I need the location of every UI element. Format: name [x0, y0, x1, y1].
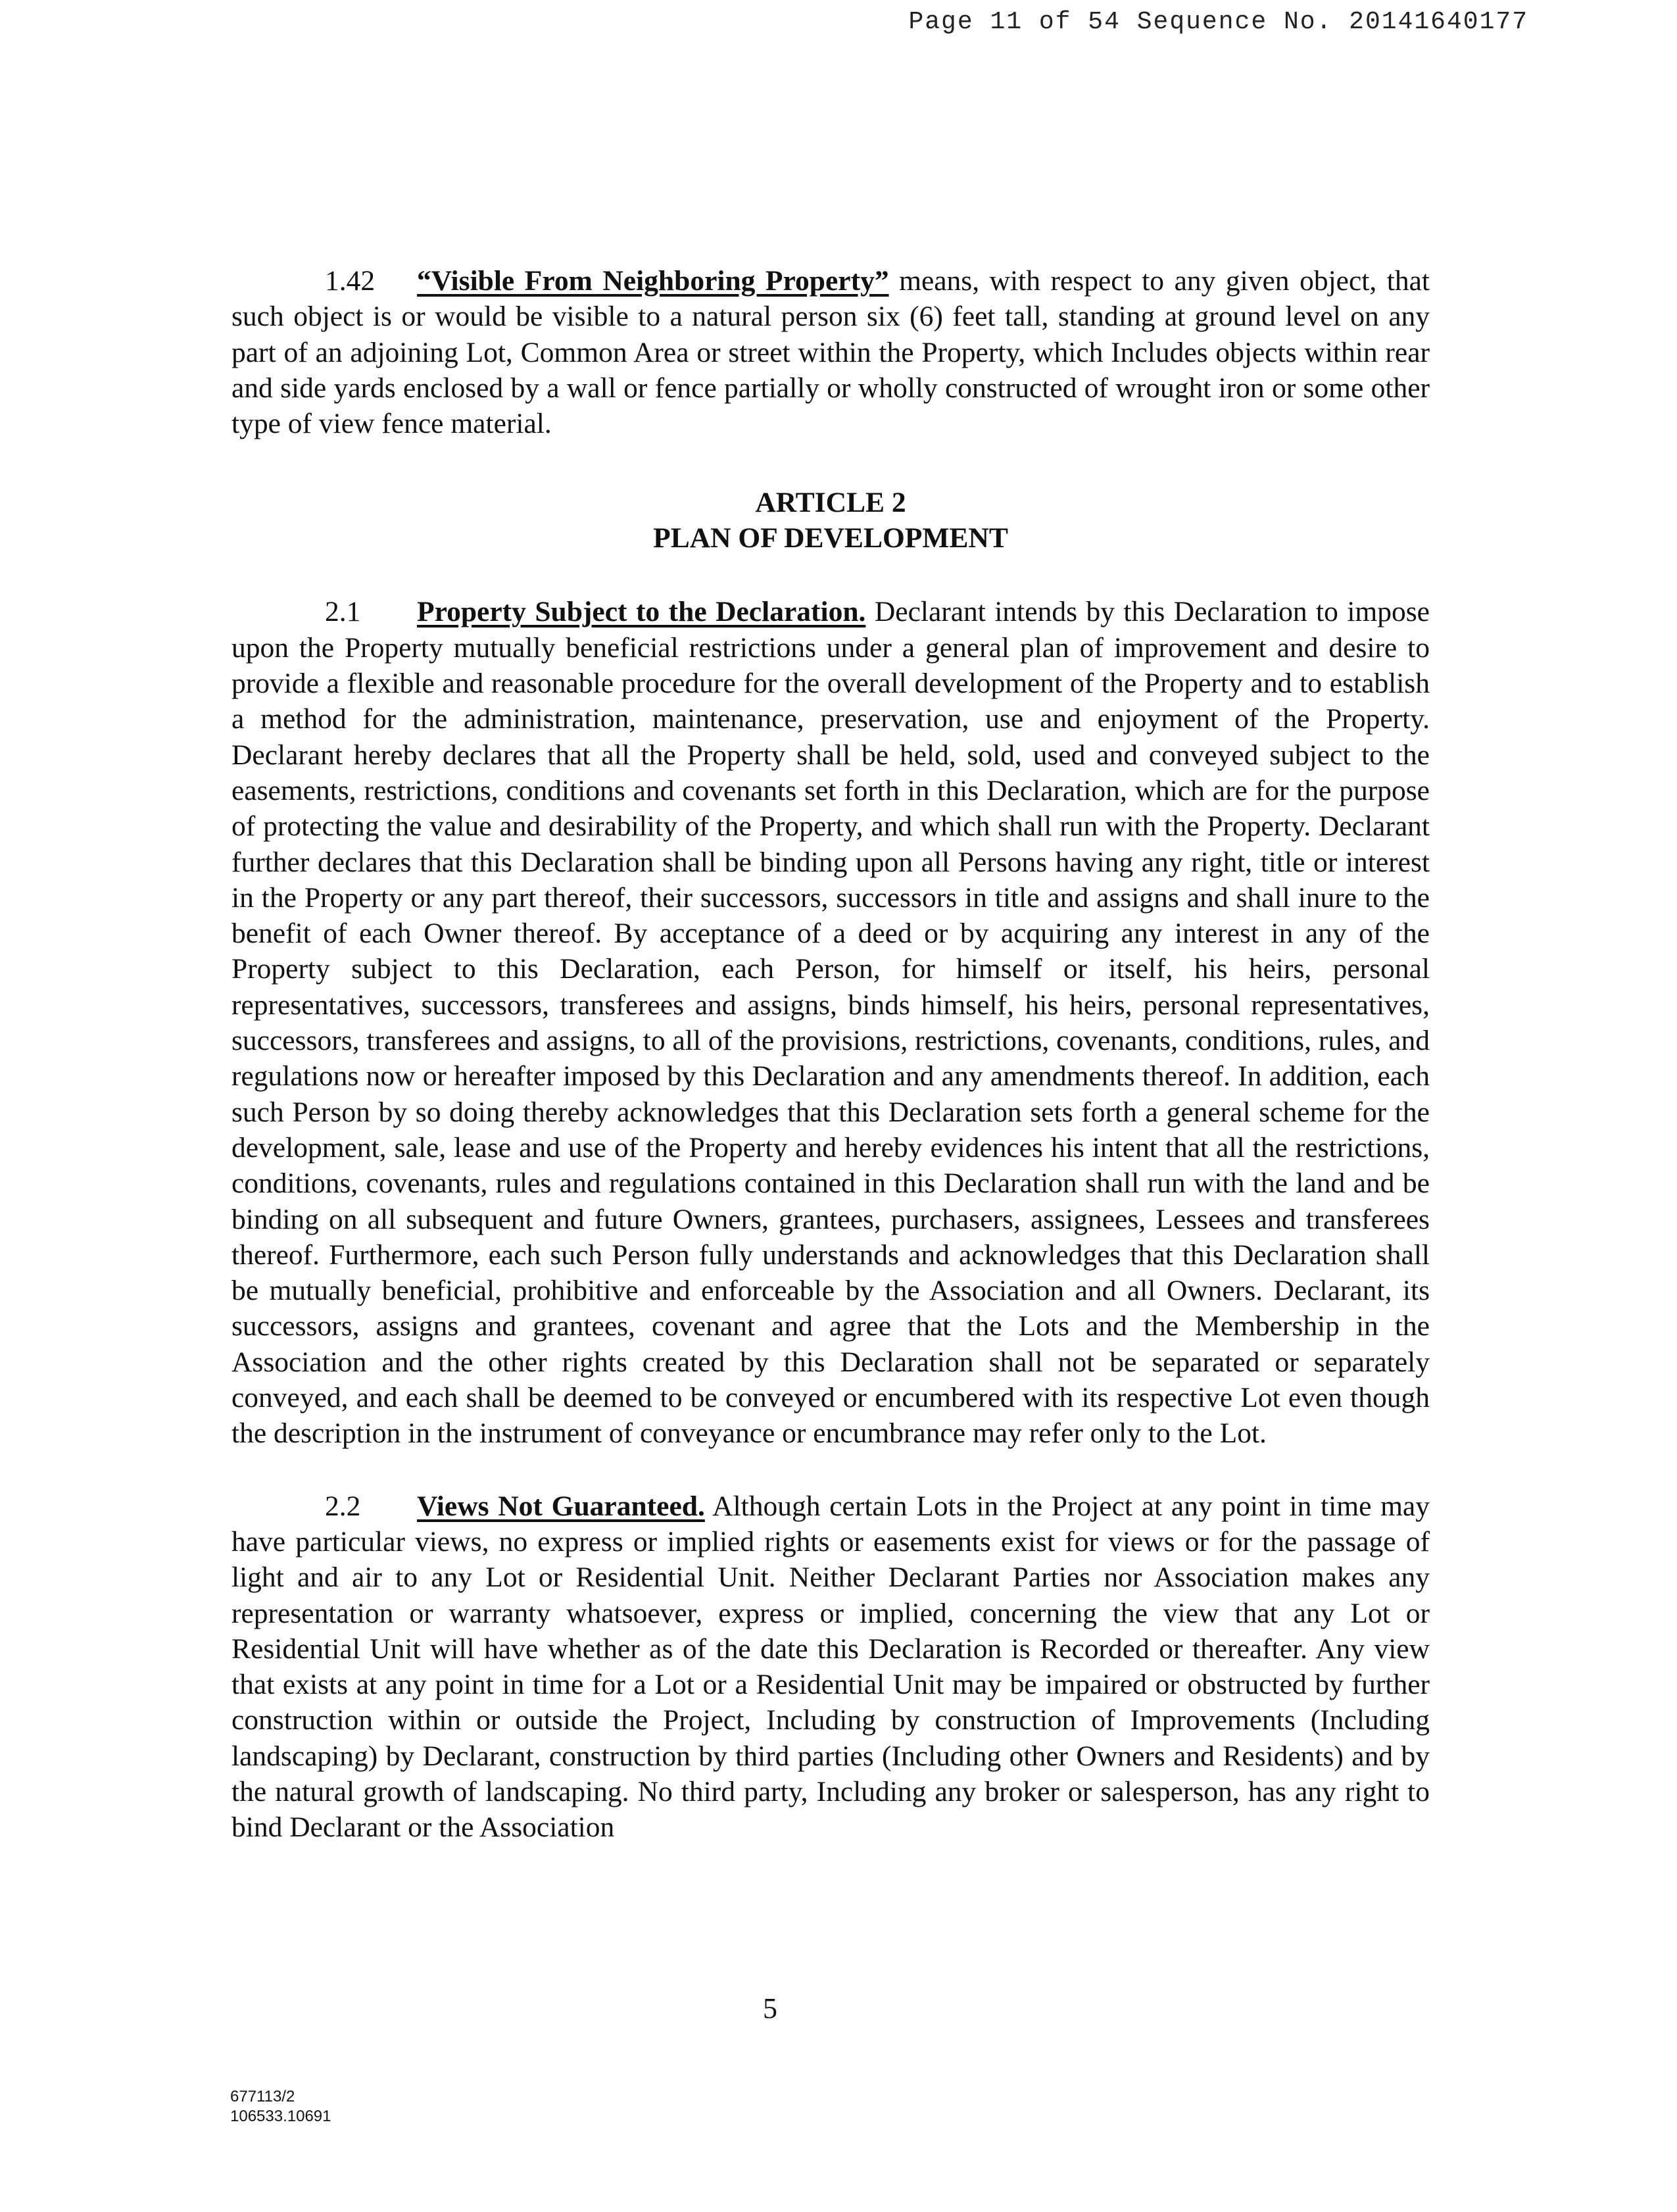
- paragraph-spacer: [231, 1452, 1430, 1488]
- section-2-1: [231, 594, 1430, 1451]
- section-2-2: [231, 1488, 1430, 1846]
- article-title: PLAN OF DEVELOPMENT: [653, 522, 1008, 554]
- section-body: means, with respect to any given object, that such object is or would be visible to a natural person six (6) feet tall, standing at ground level on any part of an adjoining Lot, Common Area or street within the Property, which Includes objects within rear and side yards enclosed by a wall or fence partially or wholly constructed of wrought iron or some other type of view fence material.: [231, 265, 1430, 440]
- page-number: 5: [763, 1992, 777, 2025]
- section-heading: Views Not Guaranteed.: [417, 1490, 705, 1522]
- document-body: [231, 263, 1430, 1846]
- section-heading: “Visible From Neighboring Property”: [417, 265, 889, 297]
- footer-document-ids: [230, 2087, 331, 2126]
- article-label: ARTICLE 2: [755, 487, 906, 519]
- section-body: Declarant intends by this Declaration to impose upon the Property mutually beneficial restrictions under a general plan of improvement and desire to provide a flexible and reasonable procedure for the overall development of the Property and to establish a method for the administration, maintenance, preservation, use and enjoyment of the Property. Declarant hereby declares that all the Property shall be held, sold, used and conveyed subject to the easements, restrictions, conditions and covenants set forth in this Declaration, which are for the purpose of protecting the value and desirability of the Property, and which shall run with the Property. Declarant further declares that this Declaration shall be binding upon all Persons having any right, title or interest in the Property or any part thereof, their successors, successors in title and assigns and shall inure to the benefit of each Owner thereof. By acceptance of a deed or by acquiring any interest in any of the Property subject to this Declaration, each Person, for himself or itself, his heirs, personal representatives, successors, transferees and assigns, binds himself, his heirs, personal representatives, successors, transferees and assigns, to all of the provisions, restrictions, covenants, conditions, rules, and regulations now or hereafter imposed by this Declaration and any amendments thereof. In addition, each such Person by so doing thereby acknowledges that this Declaration sets forth a general scheme for the development, sale, lease and use of the Property and hereby evidences his intent that all the restrictions, conditions, covenants, rules and regulations contained in this Declaration shall run with the land and be binding on all subsequent and future Owners, grantees, purchasers, assignees, Lessees and transferees thereof. Furthermore, each such Person fully understands and acknowledges that this Declaration shall be mutually beneficial, prohibitive and enforceable by the Association and all Owners. Declarant, its successors, assigns and grantees, covenant and agree that the Lots and the Membership in the Association and the other rights created by this Declaration shall not be separated or separately conveyed, and each shall be deemed to be conveyed or encumbered with its respective Lot even though the description in the instrument of conveyance or encumbrance may refer only to the Lot.: [231, 596, 1430, 1450]
- section-number: 1.42: [325, 265, 376, 297]
- footer-doc-id: 677113/2: [230, 2088, 295, 2105]
- page-sequence-stamp: Page 11 of 54 Sequence No. 20141640177: [908, 8, 1528, 36]
- section-number: 2.2: [325, 1490, 361, 1522]
- article-heading: [231, 485, 1430, 556]
- footer-matter-id: 106533.10691: [230, 2107, 331, 2125]
- section-1-42: [231, 263, 1430, 441]
- section-number: 2.1: [325, 596, 361, 628]
- section-body: Although certain Lots in the Project at any point in time may have particular views, no express or implied rights or easements exist for views or for the passage of light and air to any Lot or Residential Unit. Neither Declarant Parties nor Association makes any representation or warranty whatsoever, express or implied, concerning the view that any Lot or Residential Unit will have whether as of the date this Declaration is Recorded or thereafter. Any view that exists at any point in time for a Lot or a Residential Unit may be impaired or obstructed by further construction within or outside the Project, Including by construction of Improvements (Including landscaping) by Declarant, construction by third parties (Including other Owners and Residents) and by the natural growth of landscaping. No third party, Including any broker or salesperson, has any right to bind Declarant or the Association: [231, 1490, 1430, 1844]
- section-heading: Property Subject to the Declaration.: [417, 596, 866, 628]
